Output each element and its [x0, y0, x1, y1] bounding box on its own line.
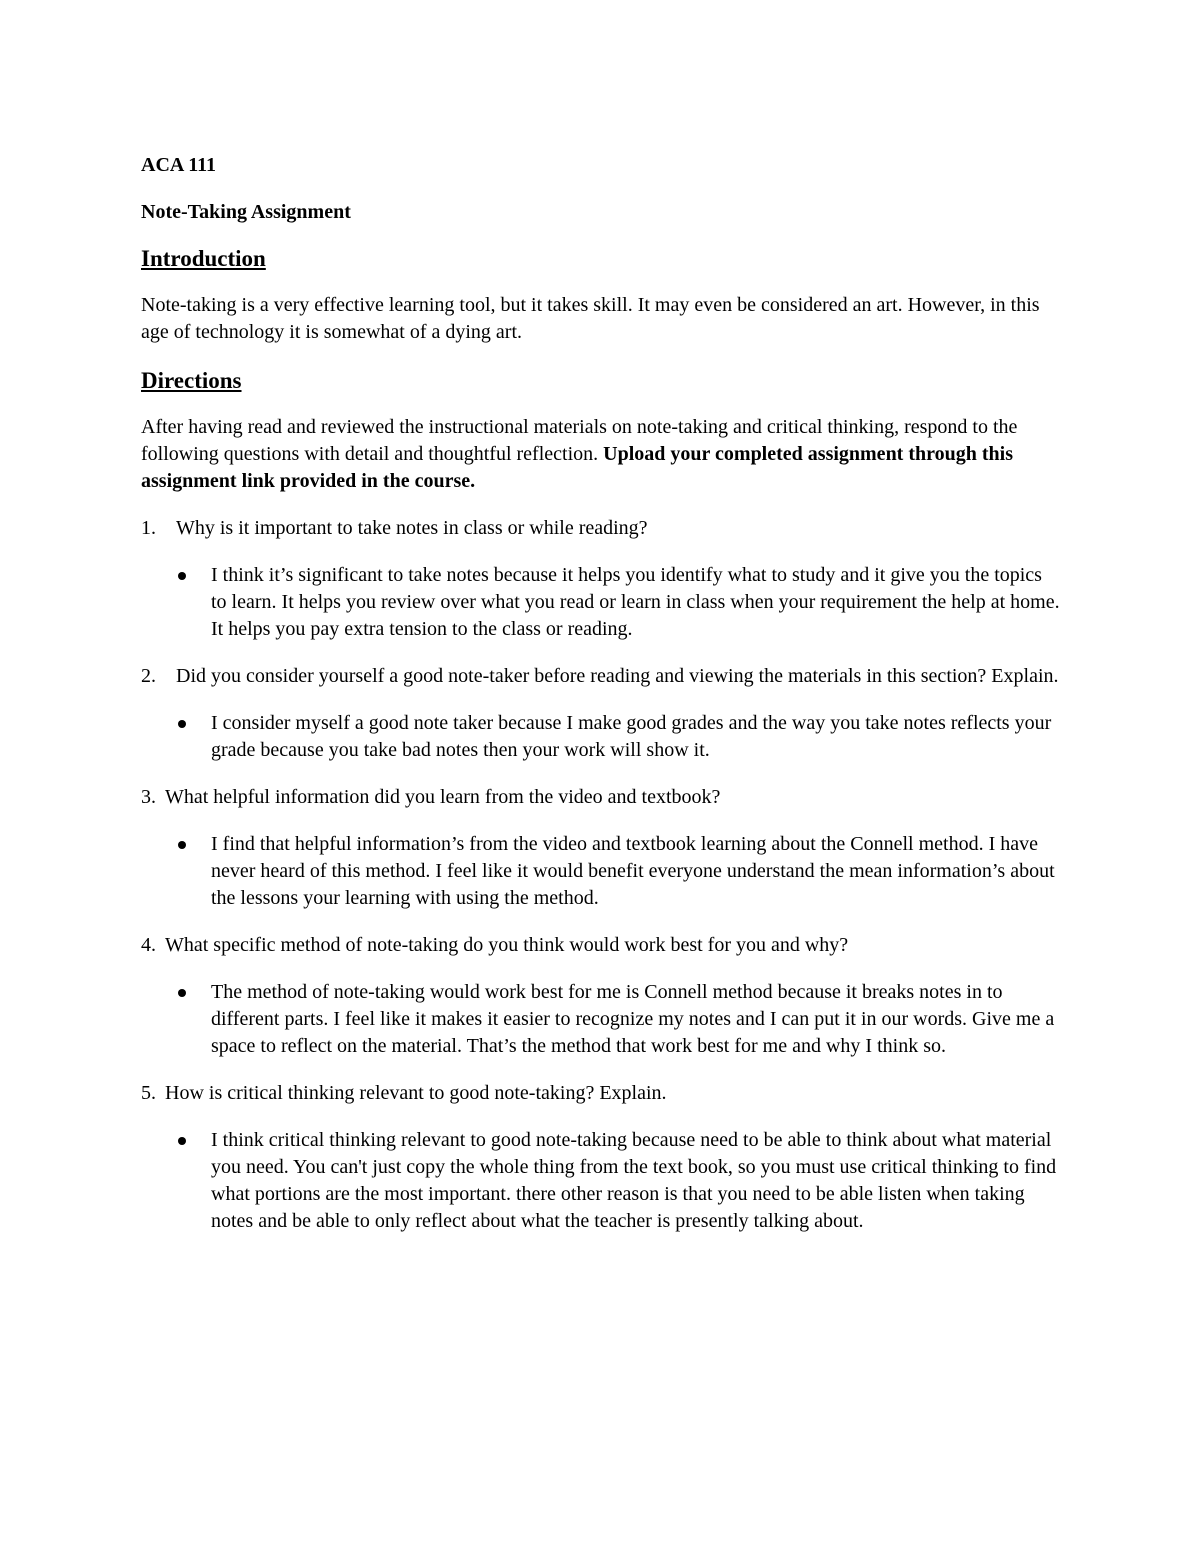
directions-text	[141, 414, 1061, 495]
bullet-icon	[176, 831, 211, 912]
question-4	[141, 932, 1061, 959]
bullet-icon	[176, 562, 211, 643]
answer-4	[176, 979, 1061, 1060]
question-5	[141, 1080, 1061, 1107]
question-number: 2.	[141, 665, 156, 687]
answer-5	[176, 1127, 1061, 1235]
question-number: 4.	[141, 934, 156, 956]
question-text: How is critical thinking relevant to good note-taking? Explain.	[165, 1082, 667, 1104]
answer-text: I consider myself a good note taker because I make good grades and the way you take notes reflects your grade because you take bad notes then your work will show it.	[211, 712, 1052, 761]
question-number: 5.	[141, 1082, 156, 1104]
question-number: 1.	[141, 517, 156, 539]
directions-instructions: After having read and reviewed the instructional materials on note-taking and critical thinking, respond to the following questions with detail and thoughtful reflection.	[141, 416, 1018, 465]
introduction-text: Note-taking is a very effective learning tool, but it takes skill. It may even be considered an art. However, in this age of technology it is somewhat of a dying art.	[141, 294, 1040, 343]
question-text: What specific method of note-taking do you think would work best for you and why?	[165, 934, 849, 956]
course-code: ACA 111	[141, 154, 217, 176]
question-text: What helpful information did you learn from the video and textbook?	[165, 786, 721, 808]
directions-heading: Directions	[141, 368, 242, 393]
bullet-icon	[176, 710, 211, 764]
bullet-icon	[176, 1127, 211, 1235]
answer-2	[176, 710, 1061, 764]
introduction-heading: Introduction	[141, 246, 266, 271]
question-1	[141, 515, 1061, 542]
question-number: 3.	[141, 786, 156, 808]
answer-text: I think it’s significant to take notes because it helps you identify what to study and it give you the topics to learn. It helps you review over what you read or learn in class when your requirement the help at home. It helps you pay extra tension to the class or reading.	[211, 564, 1060, 640]
document-page	[141, 152, 1061, 1235]
answer-1	[176, 562, 1061, 643]
question-text: Why is it important to take notes in class or while reading?	[176, 517, 648, 539]
question-2	[141, 663, 1061, 690]
question-3	[141, 784, 1061, 811]
bullet-icon	[176, 979, 211, 1060]
answer-3	[176, 831, 1061, 912]
assignment-title: Note-Taking Assignment	[141, 201, 351, 223]
answer-text: The method of note-taking would work best for me is Connell method because it breaks notes in to different parts. I feel like it makes it easier to recognize my notes and I can put it in our words. Give me a space to reflect on the material. That’s the method that work best for me and why I think so.	[211, 981, 1055, 1057]
answer-text: I find that helpful information’s from the video and textbook learning about the Connell method. I have never heard of this method. I feel like it would benefit everyone understand the mean information’s about the lessons your learning with using the method.	[211, 833, 1055, 909]
directions-upload-note: Upload your completed assignment through this assignment link provided in the course.	[141, 443, 1014, 492]
question-text: Did you consider yourself a good note-taker before reading and viewing the materials in this section? Explain.	[176, 665, 1059, 687]
answer-text: I think critical thinking relevant to good note-taking because need to be able to think about what material you need. You can't just copy the whole thing from the text book, so you must use critical thinking to find what portions are the most important. there other reason is that you need to be able listen when taking notes and be able to only reflect about what the teacher is presently talking about.	[211, 1129, 1057, 1232]
